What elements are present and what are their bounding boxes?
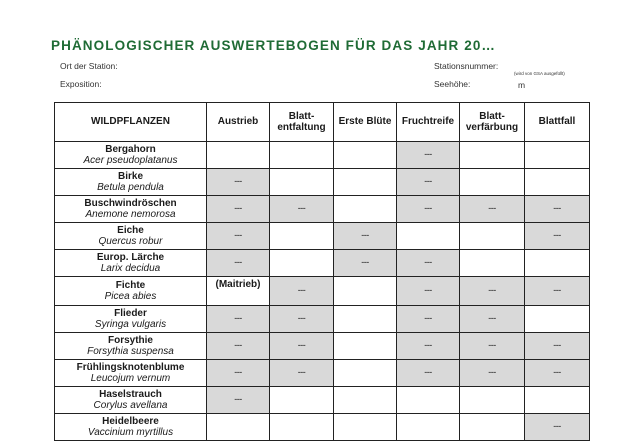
station-number-label: Stationsnummer: bbox=[434, 61, 499, 71]
entry-cell[interactable] bbox=[207, 414, 270, 441]
not-applicable-cell[interactable] bbox=[460, 196, 525, 223]
not-applicable-cell[interactable] bbox=[397, 360, 460, 387]
entry-cell[interactable] bbox=[460, 387, 525, 414]
note-cell[interactable]: (Maitrieb) bbox=[207, 277, 270, 306]
entry-cell[interactable] bbox=[270, 250, 334, 277]
plant-common-name: Haselstrauch bbox=[99, 388, 162, 400]
plant-name-cell bbox=[55, 387, 207, 414]
plant-latin-name: Vaccinium myrtillus bbox=[87, 427, 174, 438]
table-row bbox=[55, 196, 590, 223]
elevation-unit: m bbox=[518, 80, 526, 90]
not-applicable-cell[interactable] bbox=[525, 196, 590, 223]
entry-cell[interactable] bbox=[460, 414, 525, 441]
table-row bbox=[55, 223, 590, 250]
dash-mark: --- bbox=[234, 230, 242, 241]
not-applicable-cell[interactable] bbox=[207, 306, 270, 333]
dash-mark: --- bbox=[234, 367, 242, 378]
entry-cell[interactable] bbox=[334, 333, 397, 360]
not-applicable-cell[interactable] bbox=[525, 414, 590, 441]
entry-cell[interactable] bbox=[525, 250, 590, 277]
plant-name-cell bbox=[55, 360, 207, 387]
entry-cell[interactable] bbox=[460, 250, 525, 277]
not-applicable-cell[interactable] bbox=[460, 277, 525, 306]
dash-mark: --- bbox=[553, 340, 561, 351]
dash-mark: --- bbox=[234, 176, 242, 187]
column-header: Fruchtreife bbox=[397, 103, 460, 142]
entry-cell[interactable] bbox=[525, 387, 590, 414]
table-row bbox=[55, 333, 590, 360]
exposition-label: Exposition: bbox=[60, 79, 102, 89]
plant-name-cell bbox=[55, 223, 207, 250]
table-header-row bbox=[55, 103, 590, 142]
not-applicable-cell[interactable] bbox=[207, 169, 270, 196]
dash-mark: --- bbox=[297, 313, 306, 324]
table-row bbox=[55, 250, 590, 277]
entry-cell[interactable] bbox=[270, 142, 334, 169]
entry-cell[interactable] bbox=[207, 142, 270, 169]
entry-cell[interactable] bbox=[334, 360, 397, 387]
plant-latin-name: Anemone nemorosa bbox=[85, 209, 176, 220]
plant-common-name: Europ. Lärche bbox=[96, 251, 165, 263]
entry-cell[interactable] bbox=[397, 387, 460, 414]
not-applicable-cell[interactable] bbox=[207, 387, 270, 414]
station-number-note: (wird von GSA ausgefüllt) bbox=[514, 71, 565, 76]
dash-mark: --- bbox=[297, 367, 306, 378]
plant-latin-name: Syringa vulgaris bbox=[94, 319, 167, 330]
plant-name-cell bbox=[55, 277, 207, 306]
entry-cell[interactable] bbox=[460, 169, 525, 196]
column-header: Blattfall bbox=[525, 103, 590, 142]
dash-mark: --- bbox=[297, 203, 306, 214]
plant-name-cell bbox=[55, 169, 207, 196]
entry-cell[interactable] bbox=[270, 387, 334, 414]
entry-cell[interactable] bbox=[334, 387, 397, 414]
plant-latin-name: Larix decidua bbox=[100, 263, 161, 274]
entry-cell[interactable] bbox=[460, 223, 525, 250]
dash-mark: --- bbox=[553, 421, 561, 432]
not-applicable-cell[interactable] bbox=[397, 306, 460, 333]
not-applicable-cell[interactable] bbox=[270, 196, 334, 223]
not-applicable-cell[interactable] bbox=[207, 360, 270, 387]
dash-mark: --- bbox=[234, 203, 242, 214]
entry-cell[interactable] bbox=[525, 306, 590, 333]
plant-latin-name: Betula pendula bbox=[97, 182, 164, 193]
not-applicable-cell[interactable] bbox=[270, 333, 334, 360]
entry-cell[interactable] bbox=[460, 142, 525, 169]
entry-cell[interactable] bbox=[334, 277, 397, 306]
column-header: Blatt- entfaltung bbox=[270, 103, 334, 142]
table-row bbox=[55, 142, 590, 169]
dash-mark: --- bbox=[553, 285, 561, 296]
dash-mark: --- bbox=[297, 285, 306, 296]
dash-mark: --- bbox=[234, 313, 242, 324]
not-applicable-cell[interactable] bbox=[525, 277, 590, 306]
entry-cell[interactable] bbox=[525, 169, 590, 196]
plant-name-cell bbox=[55, 306, 207, 333]
not-applicable-cell[interactable] bbox=[460, 306, 525, 333]
entry-cell[interactable] bbox=[270, 414, 334, 441]
dash-mark: --- bbox=[424, 285, 432, 296]
plant-common-name: Frühlingsknotenblume bbox=[76, 361, 185, 373]
plant-latin-name: Corylus avellana bbox=[93, 400, 168, 411]
entry-cell[interactable] bbox=[334, 142, 397, 169]
entry-cell[interactable] bbox=[334, 169, 397, 196]
plant-common-name: Birke bbox=[117, 170, 143, 182]
column-header: Erste Blüte bbox=[334, 103, 397, 142]
dash-mark: --- bbox=[361, 257, 369, 268]
not-applicable-cell[interactable] bbox=[270, 306, 334, 333]
not-applicable-cell[interactable] bbox=[397, 250, 460, 277]
dash-mark: --- bbox=[424, 149, 432, 160]
not-applicable-cell[interactable] bbox=[207, 196, 270, 223]
table-row bbox=[55, 360, 590, 387]
not-applicable-cell[interactable] bbox=[525, 360, 590, 387]
not-applicable-cell[interactable] bbox=[525, 223, 590, 250]
entry-cell[interactable] bbox=[334, 414, 397, 441]
not-applicable-cell[interactable] bbox=[334, 223, 397, 250]
not-applicable-cell[interactable] bbox=[460, 333, 525, 360]
plant-common-name: Flieder bbox=[114, 307, 147, 319]
dash-mark: --- bbox=[488, 340, 496, 351]
dash-mark: --- bbox=[488, 367, 496, 378]
plant-latin-name: Forsythia suspensa bbox=[87, 346, 174, 357]
column-header: Austrieb bbox=[207, 103, 270, 142]
dash-mark: --- bbox=[424, 367, 432, 378]
phenology-table bbox=[54, 102, 590, 441]
dash-mark: --- bbox=[553, 230, 561, 241]
plant-common-name: Buschwindröschen bbox=[84, 197, 177, 209]
not-applicable-cell[interactable] bbox=[270, 360, 334, 387]
plant-name-cell bbox=[55, 333, 207, 360]
plant-common-name: Bergahorn bbox=[105, 143, 156, 155]
table-row bbox=[55, 277, 590, 306]
column-header: Blatt- verfärbung bbox=[460, 103, 525, 142]
plant-name-cell bbox=[55, 414, 207, 441]
dash-mark: --- bbox=[361, 230, 369, 241]
not-applicable-cell[interactable] bbox=[460, 360, 525, 387]
station-location-label: Ort der Station: bbox=[60, 61, 118, 71]
dash-mark: --- bbox=[234, 257, 242, 268]
plant-latin-name: Acer pseudoplatanus bbox=[83, 155, 178, 166]
table-row bbox=[55, 306, 590, 333]
entry-cell[interactable] bbox=[270, 169, 334, 196]
dash-mark: --- bbox=[488, 285, 496, 296]
plant-latin-name: Quercus robur bbox=[98, 236, 163, 247]
entry-cell[interactable] bbox=[397, 223, 460, 250]
dash-mark: --- bbox=[234, 340, 242, 351]
entry-cell[interactable] bbox=[270, 223, 334, 250]
dash-mark: --- bbox=[424, 313, 432, 324]
dash-mark: --- bbox=[424, 203, 432, 214]
plant-common-name: Fichte bbox=[115, 279, 146, 291]
entry-cell[interactable] bbox=[334, 196, 397, 223]
not-applicable-cell[interactable] bbox=[397, 142, 460, 169]
not-applicable-cell[interactable] bbox=[207, 333, 270, 360]
plant-common-name: Forsythie bbox=[107, 334, 153, 346]
not-applicable-cell[interactable] bbox=[334, 250, 397, 277]
table-row bbox=[55, 387, 590, 414]
not-applicable-cell[interactable] bbox=[397, 169, 460, 196]
plant-common-name: Heidelbeere bbox=[102, 415, 159, 427]
dash-mark: --- bbox=[553, 203, 561, 214]
not-applicable-cell[interactable] bbox=[525, 333, 590, 360]
table-body bbox=[55, 142, 590, 441]
entry-cell[interactable] bbox=[397, 414, 460, 441]
table-row bbox=[55, 414, 590, 441]
not-applicable-cell[interactable] bbox=[397, 277, 460, 306]
dash-mark: --- bbox=[553, 367, 561, 378]
entry-cell[interactable] bbox=[334, 306, 397, 333]
dash-mark: --- bbox=[488, 313, 496, 324]
not-applicable-cell[interactable] bbox=[397, 333, 460, 360]
plant-name-cell bbox=[55, 196, 207, 223]
plant-latin-name: Leucojum vernum bbox=[90, 373, 171, 384]
not-applicable-cell[interactable] bbox=[207, 223, 270, 250]
plant-name-cell bbox=[55, 250, 207, 277]
dash-mark: --- bbox=[234, 394, 242, 405]
entry-cell[interactable] bbox=[525, 142, 590, 169]
column-header: WILDPFLANZEN bbox=[55, 103, 207, 142]
not-applicable-cell[interactable] bbox=[397, 196, 460, 223]
not-applicable-cell[interactable] bbox=[207, 250, 270, 277]
dash-mark: --- bbox=[297, 340, 306, 351]
dash-mark: --- bbox=[424, 176, 432, 187]
table-row bbox=[55, 169, 590, 196]
dash-mark: --- bbox=[488, 203, 496, 214]
page-title: PHÄNOLOGISCHER AUSWERTEBOGEN FÜR DAS JAHR 20… bbox=[51, 38, 497, 53]
not-applicable-cell[interactable] bbox=[270, 277, 334, 306]
plant-latin-name: Picea abies bbox=[104, 291, 157, 302]
plant-name-cell bbox=[55, 142, 207, 169]
dash-mark: --- bbox=[424, 340, 432, 351]
dash-mark: --- bbox=[424, 257, 432, 268]
plant-common-name: Eiche bbox=[117, 224, 144, 236]
elevation-label: Seehöhe: bbox=[434, 79, 471, 89]
